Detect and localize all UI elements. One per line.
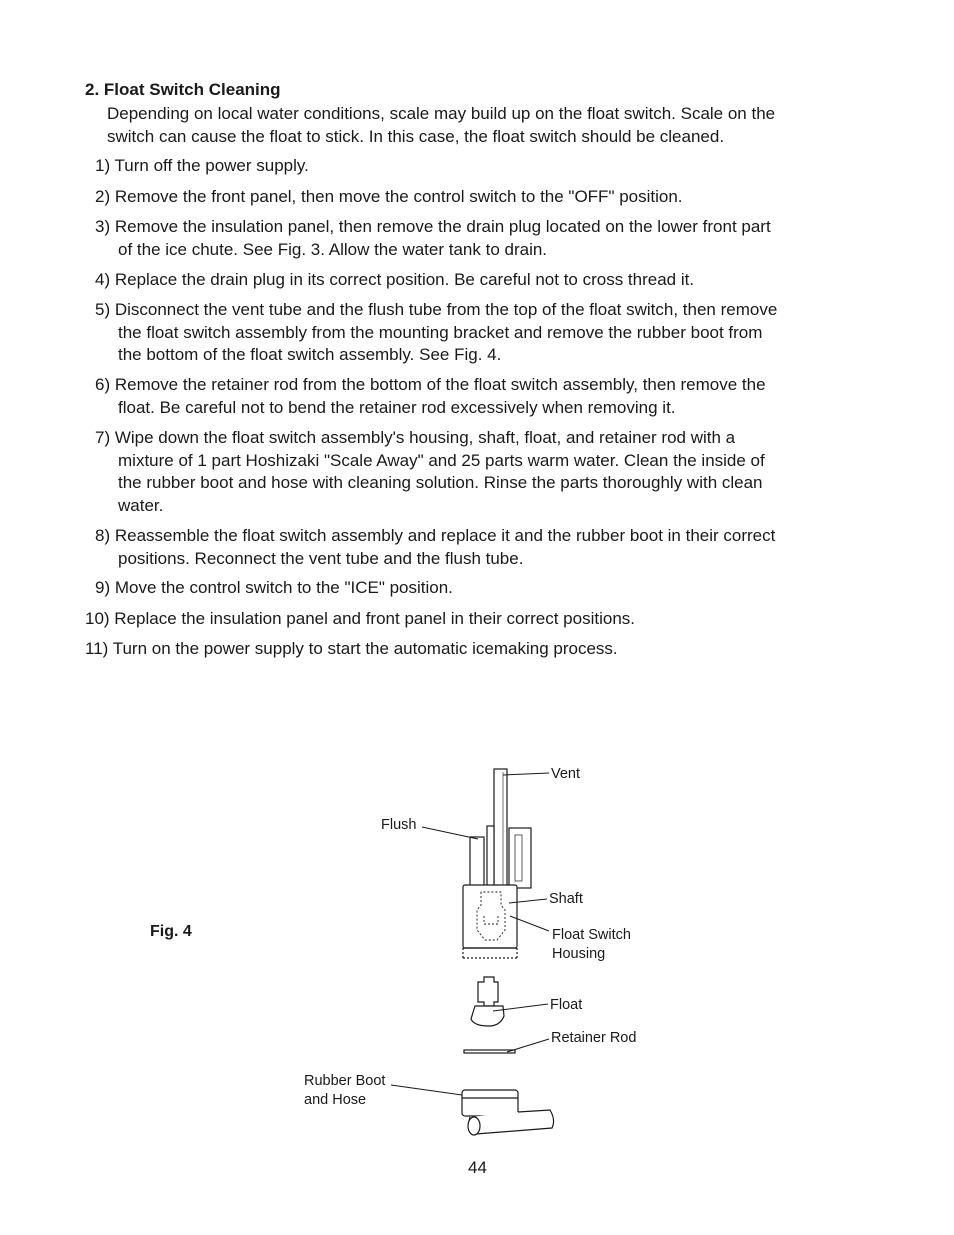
step-line: 4) Replace the drain plug in its correct position. Be careful not to cross thread it. bbox=[95, 270, 695, 289]
figure-label: Fig. 4 bbox=[150, 923, 192, 940]
flush-tube-drawing bbox=[470, 837, 484, 887]
step-line: 5) Disconnect the vent tube and the flush tube from the top of the float switch, then remove bbox=[95, 300, 778, 319]
step-line: 7) Wipe down the float switch assembly's housing, shaft, float, and retainer rod with a bbox=[95, 428, 736, 447]
callout-line: Rubber Boot bbox=[304, 1073, 386, 1089]
step-line: positions. Reconnect the vent tube and the flush tube. bbox=[118, 548, 524, 568]
vent-tube-drawing bbox=[494, 769, 507, 889]
step-line: of the ice chute. See Fig. 3. Allow the water tank to drain. bbox=[118, 239, 548, 259]
section-heading: 2. Float Switch Cleaning bbox=[85, 80, 281, 99]
step-line: 11) Turn on the power supply to start the automatic icemaking process. bbox=[85, 639, 618, 658]
step-line: 1) Turn off the power supply. bbox=[95, 156, 309, 175]
callout-line: Float Switch bbox=[552, 927, 631, 943]
float-drawing bbox=[471, 977, 504, 1026]
callout-line: Housing bbox=[552, 946, 606, 962]
callout-rubber-boot bbox=[304, 1072, 385, 1110]
step-line: 3) Remove the insulation panel, then remove the drain plug located on the lower front part bbox=[95, 217, 771, 236]
rubber-boot-drawing bbox=[462, 1090, 554, 1135]
step-line: mixture of 1 part Hoshizaki "Scale Away" and 25 parts warm water. Clean the inside of bbox=[118, 450, 765, 470]
intro-line: switch can cause the float to stick. In this case, the float switch should be cleaned. bbox=[107, 126, 725, 146]
callout-retainer-rod: Retainer Rod bbox=[551, 1030, 637, 1046]
callout-shaft: Shaft bbox=[549, 891, 583, 907]
shaft-bracket-drawing bbox=[487, 826, 531, 888]
step-line: 10) Replace the insulation panel and front panel in their correct positions. bbox=[85, 609, 636, 628]
callout-flush: Flush bbox=[381, 817, 417, 833]
step-line: 2) Remove the front panel, then move the control switch to the "OFF" position. bbox=[95, 187, 683, 206]
callout-line: and Hose bbox=[304, 1092, 367, 1108]
step-line: the float switch assembly from the mounting bracket and remove the rubber boot from bbox=[118, 322, 763, 342]
step-line: water. bbox=[118, 495, 164, 515]
page-number: 44 bbox=[468, 1158, 487, 1177]
step-line: the rubber boot and hose with cleaning solution. Rinse the parts thoroughly with clean bbox=[118, 473, 763, 492]
step-line: float. Be careful not to bend the retainer rod excessively when removing it. bbox=[118, 397, 676, 417]
step-line: the bottom of the float switch assembly. See Fig. 4. bbox=[118, 345, 502, 364]
callout-float: Float bbox=[550, 997, 583, 1013]
step-line: 6) Remove the retainer rod from the bottom of the float switch assembly, then remove the bbox=[95, 375, 766, 394]
float-switch-housing-drawing bbox=[463, 885, 517, 958]
callout-float-switch-housing bbox=[552, 926, 631, 964]
step-line: 8) Reassemble the float switch assembly and replace it and the rubber boot in their correct bbox=[95, 526, 776, 545]
step-line: 9) Move the control switch to the "ICE" position. bbox=[95, 578, 453, 597]
intro-line: Depending on local water conditions, scale may build up on the float switch. Scale on the bbox=[107, 104, 776, 123]
callout-vent: Vent bbox=[551, 766, 581, 782]
